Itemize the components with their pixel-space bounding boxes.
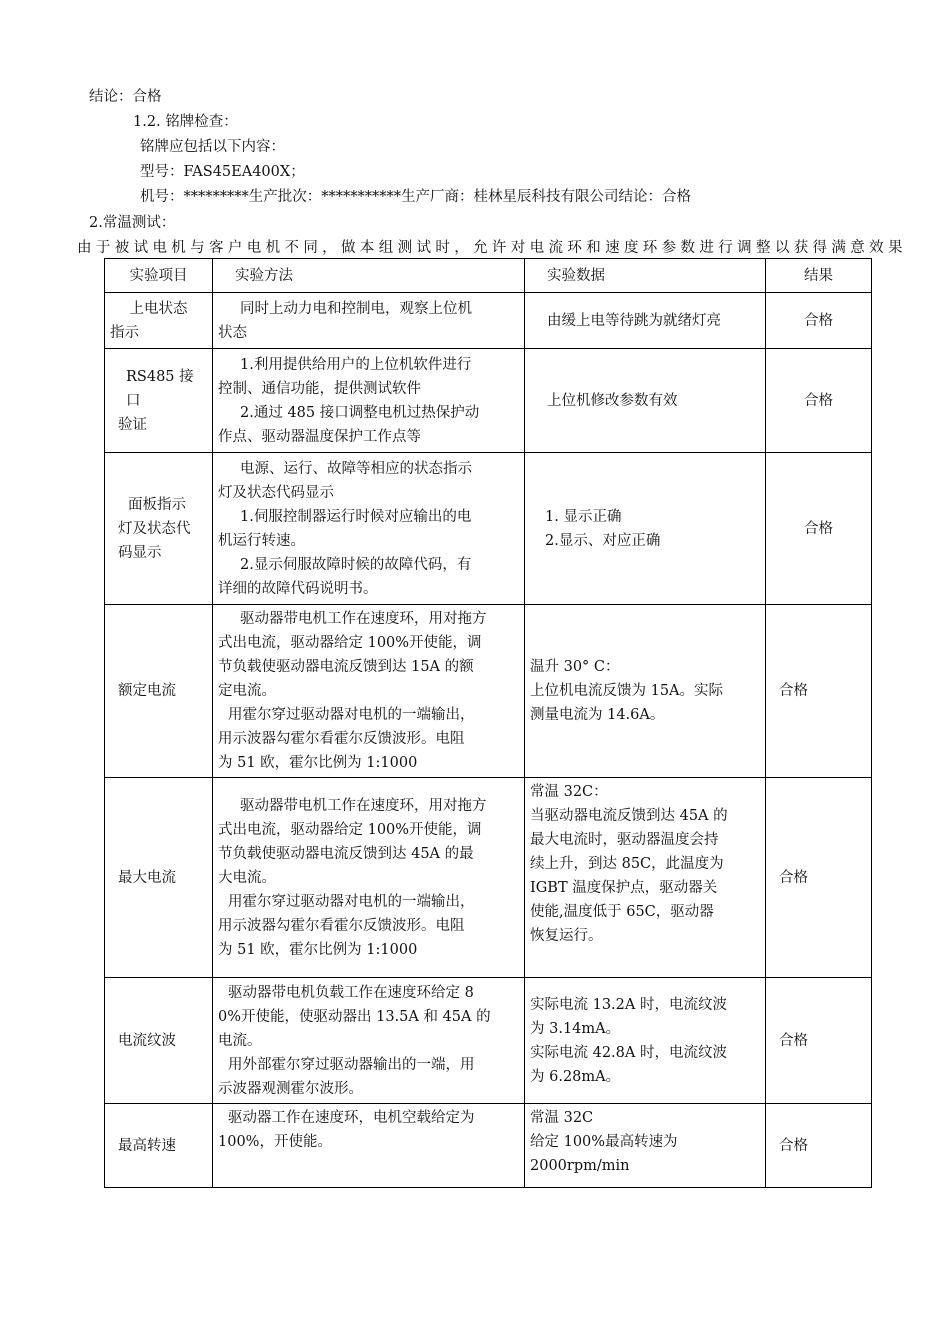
table-row — [105, 978, 872, 1104]
intro-paragraph: 由于被试电机与客户电机不同，做本组测试时，允许对电流环和速度环参数进行调整以获得满意效果 — [77, 240, 903, 256]
table-row — [105, 349, 872, 453]
row-method — [213, 293, 525, 349]
method-line: 式出电流，驱动器给定 100%开使能，调 — [218, 635, 482, 651]
item-line: 上电状态 — [129, 300, 188, 317]
row-item — [105, 453, 213, 605]
method-line: 驱动器带电机工作在速度环，用对拖方 — [240, 797, 487, 814]
row-data — [525, 605, 766, 778]
test-table — [104, 258, 872, 1188]
table-row — [105, 605, 872, 778]
data-line: 实际电流 13.2A 时，电流纹波 — [530, 996, 727, 1013]
serial-batch-line: 机号：*********生产批次：***********生产厂商：桂林星辰科技有限公司结论：合格 — [140, 189, 691, 205]
row-result: 合格 — [766, 978, 872, 1104]
method-line: 电流。 — [218, 1032, 262, 1049]
row-item — [105, 778, 213, 978]
method-line: 2.通过 485 接口调整电机过热保护动 — [240, 404, 480, 421]
method-line: 节负载使驱动器电流反馈到达 15A 的额 — [218, 659, 474, 675]
row-method — [213, 978, 525, 1104]
row-method — [213, 453, 525, 605]
method-line: 用示波器勾霍尔看霍尔反馈波形。电阻 — [218, 917, 465, 934]
item-line: 额定电流 — [118, 683, 176, 699]
data-line: 由缓上电等待跳为就绪灯亮 — [547, 312, 721, 329]
data-line: 实际电流 42.8A 时，电流纹波 — [530, 1044, 727, 1061]
row-result: 合格 — [766, 1104, 872, 1188]
data-line: 常温 32C： — [530, 784, 608, 800]
row-data — [525, 1104, 766, 1188]
method-line: 100%，开使能。 — [218, 1134, 332, 1150]
method-line: 控制、通信功能，提供测试软件 — [218, 380, 421, 397]
data-line: 为 3.14mA。 — [530, 1020, 621, 1037]
item-line: 灯及状态代 — [118, 520, 191, 537]
item-line: 电流纹波 — [118, 1032, 176, 1049]
method-line: 电源、运行、故障等相应的状态指示 — [240, 460, 472, 477]
header-data: 实验数据 — [525, 259, 766, 293]
data-line: IGBT 温度保护点，驱动器关 — [530, 880, 718, 896]
method-line: 机运行转速。 — [218, 532, 305, 549]
table-row — [105, 1104, 872, 1188]
table-header-row — [105, 259, 872, 293]
method-line: 作点、驱动器温度保护工作点等 — [218, 428, 421, 445]
method-line: 状态 — [218, 324, 247, 341]
method-line: 大电流。 — [218, 869, 276, 886]
data-line: 上位机修改参数有效 — [547, 392, 678, 409]
method-line: 同时上动力电和控制电，观察上位机 — [240, 300, 472, 317]
row-item — [105, 978, 213, 1104]
method-line: 详细的故障代码说明书。 — [218, 580, 378, 597]
method-line: 驱动器工作在速度环，电机空载给定为 — [228, 1110, 475, 1126]
row-data — [525, 293, 766, 349]
item-line: 指示 — [110, 324, 139, 341]
row-item — [105, 1104, 213, 1188]
row-result: 合格 — [766, 349, 872, 453]
row-data — [525, 453, 766, 605]
method-line: 用霍尔穿过驱动器对电机的一端输出， — [228, 707, 475, 723]
table-row — [105, 778, 872, 978]
item-line: 最大电流 — [118, 869, 176, 886]
data-line: 当驱动器电流反馈到达 45A 的 — [530, 808, 728, 824]
row-result: 合格 — [766, 453, 872, 605]
table-row — [105, 293, 872, 349]
data-line: 恢复运行。 — [530, 928, 603, 944]
row-data — [525, 778, 766, 978]
data-line: 给定 100%最高转速为 — [530, 1134, 678, 1150]
row-item — [105, 349, 213, 453]
method-line: 节负载使驱动器电流反馈到达 45A 的最 — [218, 845, 474, 862]
method-line: 1.伺服控制器运行时候对应输出的电 — [240, 508, 472, 525]
header-method: 实验方法 — [213, 259, 525, 293]
data-line: 最大电流时，驱动器温度会持 — [530, 832, 719, 848]
data-line: 2000rpm/min — [530, 1158, 630, 1174]
data-line: 测量电流为 14.6A。 — [530, 707, 665, 723]
nameplate-requirement: 铭牌应包括以下内容： — [140, 139, 285, 155]
data-line: 温升 30° C： — [530, 659, 620, 675]
method-line: 用霍尔穿过驱动器对电机的一端输出， — [228, 893, 475, 910]
method-line: 示波器观测霍尔波形。 — [218, 1080, 363, 1097]
data-line: 为 6.28mA。 — [530, 1068, 621, 1085]
method-line: 2.显示伺服故障时候的故障代码，有 — [240, 556, 472, 573]
nameplate-heading: 1.2. 铭牌检查： — [133, 114, 238, 130]
method-line: 用示波器勾霍尔看霍尔反馈波形。电阻 — [218, 731, 465, 747]
header-result: 结果 — [766, 259, 872, 293]
item-line: 面板指示 — [128, 496, 186, 513]
row-result: 合格 — [766, 293, 872, 349]
data-line: 使能,温度低于 65C，驱动器 — [530, 904, 714, 920]
method-line: 灯及状态代码显示 — [218, 484, 334, 501]
model-line: 型号：FAS45EA400X； — [140, 164, 305, 180]
item-line: 最高转速 — [118, 1137, 176, 1154]
data-line: 1. 显示正确 — [545, 508, 622, 525]
method-line: 定电流。 — [218, 683, 276, 699]
method-line: 式出电流，驱动器给定 100%开使能，调 — [218, 821, 482, 838]
room-temp-heading: 2.常温测试： — [89, 215, 176, 231]
data-line: 2.显示、对应正确 — [545, 532, 661, 549]
data-line: 常温 32C — [530, 1110, 594, 1126]
item-line: 验证 — [118, 416, 147, 433]
method-line: 1.利用提供给用户的上位机软件进行 — [240, 356, 472, 373]
row-result: 合格 — [766, 605, 872, 778]
method-line: 为 51 欧，霍尔比例为 1:1000 — [218, 755, 418, 771]
row-method — [213, 778, 525, 978]
row-method — [213, 605, 525, 778]
row-method — [213, 1104, 525, 1188]
method-line: 驱动器带电机负载工作在速度环给定 8 — [228, 984, 474, 1001]
table-row — [105, 453, 872, 605]
item-line: RS485 接口 — [126, 368, 194, 409]
row-result: 合格 — [766, 778, 872, 978]
method-line: 为 51 欧，霍尔比例为 1:1000 — [218, 941, 418, 958]
method-line: 0%开使能，使驱动器出 13.5A 和 45A 的 — [218, 1008, 491, 1025]
method-line: 用外部霍尔穿过驱动器输出的一端，用 — [228, 1056, 475, 1073]
header-item: 实验项目 — [105, 259, 213, 293]
row-data — [525, 978, 766, 1104]
method-line: 驱动器带电机工作在速度环，用对拖方 — [240, 611, 487, 627]
row-item — [105, 605, 213, 778]
conclusion-line: 结论：合格 — [89, 89, 162, 105]
item-line: 码显示 — [118, 544, 162, 561]
row-item — [105, 293, 213, 349]
data-line: 上位机电流反馈为 15A。实际 — [530, 683, 724, 699]
row-method — [213, 349, 525, 453]
data-line: 续上升，到达 85C，此温度为 — [530, 856, 724, 872]
row-data — [525, 349, 766, 453]
